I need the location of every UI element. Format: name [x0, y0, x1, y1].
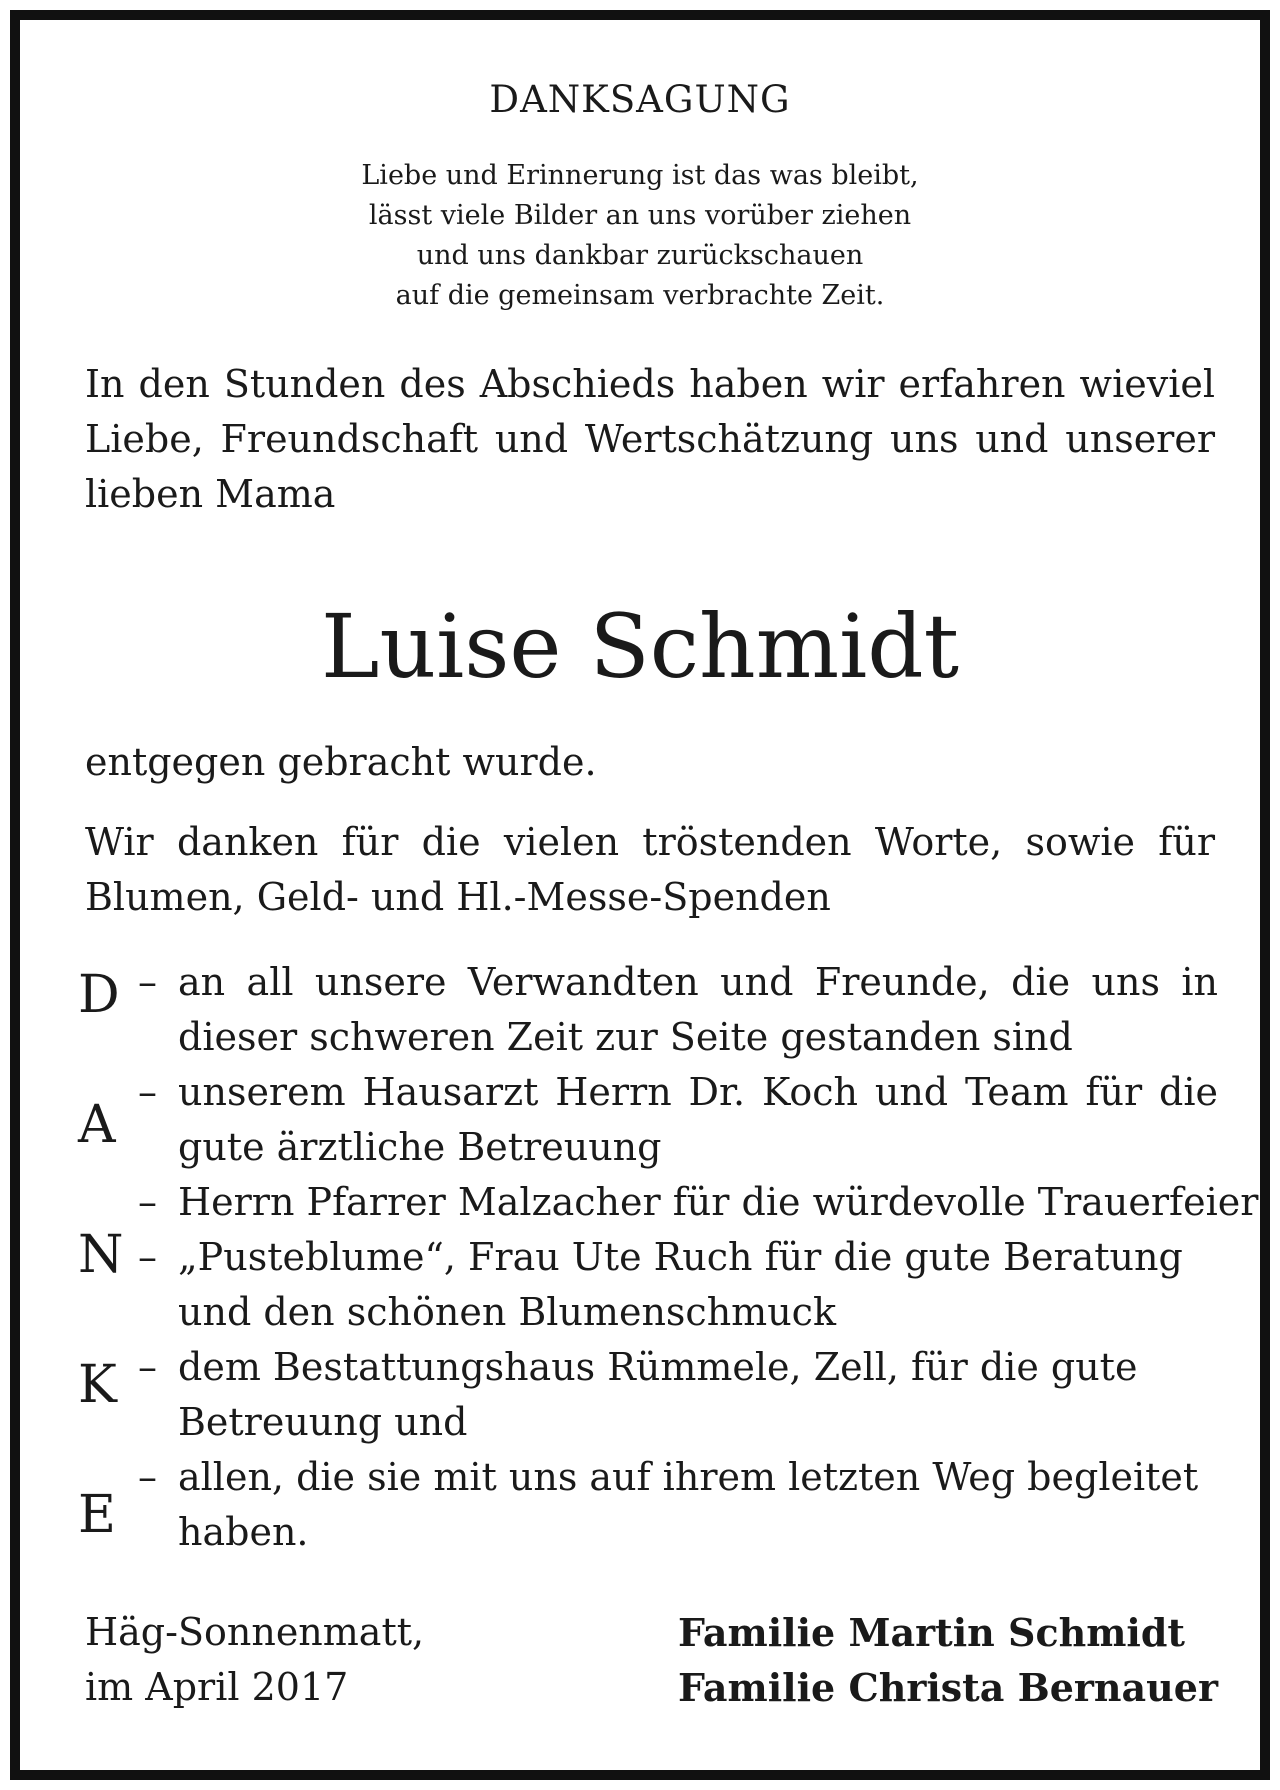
list-line: an all unsere Verwandten und Freunde, die uns in	[178, 960, 1218, 1004]
thanks-line: Blumen, Geld- und Hl.-Messe-Spenden	[85, 875, 831, 919]
list-line: „Pusteblume“, Frau Ute Ruch für die gute Beratung	[178, 1235, 1183, 1279]
after-name-line: entgegen gebracht wurde.	[85, 740, 597, 784]
notice-content	[20, 20, 1260, 1770]
list-line: unserem Hausarzt Herrn Dr. Koch und Team für die	[178, 1070, 1218, 1114]
list-line: haben.	[178, 1510, 309, 1554]
list-line: Herrn Pfarrer Malzacher für die würdevolle Trauerfeier	[178, 1180, 1259, 1224]
list-dash: –	[138, 1235, 157, 1279]
list-line: allen, die sie mit uns auf ihrem letzten Weg begleitet	[178, 1455, 1199, 1499]
notice-frame	[10, 10, 1270, 1780]
list-dash: –	[138, 1455, 157, 1499]
list-line: dem Bestattungshaus Rümmele, Zell, für die gute	[178, 1345, 1138, 1389]
initial-letter: K	[78, 1355, 117, 1415]
list-line: dieser schweren Zeit zur Seite gestanden sind	[178, 1015, 1073, 1059]
list-dash: –	[138, 1180, 157, 1224]
poem-line: auf die gemeinsam verbrachte Zeit.	[395, 280, 885, 311]
poem-line: lässt viele Bilder an uns vorüber ziehen	[368, 200, 912, 231]
family-signature: Familie Christa Bernauer	[678, 1665, 1218, 1710]
place-line: Häg-Sonnenmatt,	[85, 1610, 425, 1654]
list-dash: –	[138, 1070, 157, 1114]
family-signature: Familie Martin Schmidt	[678, 1610, 1185, 1655]
list-line: Betreuung und	[178, 1400, 468, 1444]
intro-line: lieben Mama	[85, 472, 336, 516]
deceased-name: Luise Schmidt	[321, 595, 959, 698]
list-dash: –	[138, 960, 157, 1004]
initial-letter: N	[78, 1225, 124, 1285]
list-line: gute ärztliche Betreuung	[178, 1125, 662, 1169]
poem-line: Liebe und Erinnerung ist das was bleibt,	[361, 160, 919, 191]
initial-letter: D	[78, 965, 120, 1025]
list-dash: –	[138, 1345, 157, 1389]
poem-line: und uns dankbar zurückschauen	[416, 240, 864, 271]
notice-heading: DANKSAGUNG	[489, 78, 791, 121]
initial-letter: A	[78, 1095, 116, 1155]
date-line: im April 2017	[85, 1665, 349, 1709]
thanks-line: Wir danken für die vielen tröstenden Worte, sowie für	[85, 820, 1215, 864]
list-line: und den schönen Blumenschmuck	[178, 1290, 836, 1334]
intro-line: Liebe, Freundschaft und Wertschätzung uns und unserer	[85, 417, 1215, 461]
intro-line: In den Stunden des Abschieds haben wir erfahren wieviel	[85, 362, 1215, 406]
initial-letter: E	[78, 1485, 116, 1545]
